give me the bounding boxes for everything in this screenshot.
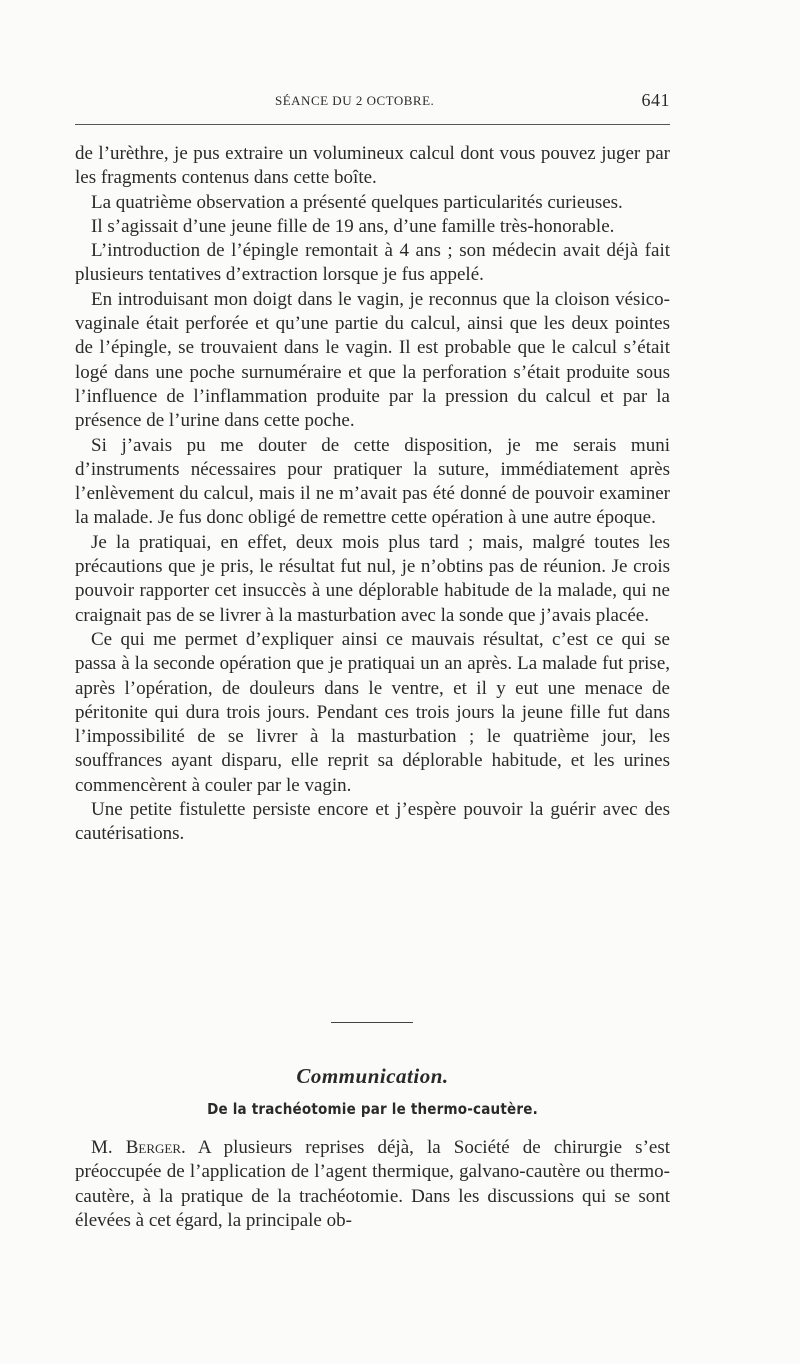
paragraph-2: La quatrième observation a présenté quelques particularités curieuses.: [91, 191, 623, 213]
running-head: [75, 90, 670, 112]
section-separator: [331, 1022, 413, 1023]
speaker-name: M. Berger.: [91, 1137, 186, 1158]
paragraph-9: Une petite fistulette persiste encore et j’espère pouvoir la guérir avec des cautérisations.: [75, 799, 670, 845]
section-subtitle: De la trachéotomie par le thermo-cautère.: [207, 1100, 538, 1118]
communication-text: [75, 1136, 670, 1233]
paragraph-10: [75, 1136, 670, 1233]
section-title: Communication.: [296, 1064, 449, 1088]
paragraph-5: En introduisant mon doigt dans le vagin, je reconnus que la cloison vésico-vaginale était perforée et qu’une partie du calcul, ainsi que les deux pointes de l’épingle, se trouvaient dans le vagin. Il est probable que le calcul s’était logé dans une poche surnuméraire et que la perforation s’était produite sous l’influence de l’inflammation produite par la pression du calcul et par la présence de l’urine dans cette poche.: [75, 288, 670, 432]
paragraph-10-text: A plusieurs reprises déjà, la Société de chirurgie s’est préoccupée de l’application de l’agent thermique, galvano-cautère ou thermo-cautère, à la pratique de la trachéotomie. Dans les discussions qui se sont élevées à cet égard, la principale ob-: [75, 1137, 670, 1231]
body-text: [75, 142, 670, 847]
running-title: SÉANCE DU 2 OCTOBRE.: [275, 93, 435, 108]
page-number: 641: [641, 90, 670, 110]
header-rule: [75, 124, 670, 125]
paragraph-1: de l’urèthre, je pus extraire un volumineux calcul dont vous pouvez juger par les fragments contenus dans cette boîte.: [75, 143, 670, 189]
paragraph-3: Il s’agissait d’une jeune fille de 19 ans, d’une famille très-honorable.: [91, 215, 615, 237]
paragraph-8: Ce qui me permet d’expliquer ainsi ce mauvais résultat, c’est ce qui se passa à la seconde opération que je pratiquai un an après. La malade fut prise, après l’opération, de douleurs dans le ventre, et il y eut une menace de péritonite qui dura trois jours. Pendant ces trois jours la jeune fille fut dans l’impossibilité de se livrer à la masturbation ; le quatrième jour, les souffrances ayant disparu, elle reprit sa déplorable habitude, et les urines commencèrent à couler par le vagin.: [75, 628, 670, 796]
paragraph-7: Je la pratiquai, en effet, deux mois plus tard ; mais, malgré toutes les précautions que je pris, le résultat fut nul, je n’obtins pas de réunion. Je crois pouvoir rapporter cet insuccès à une déplorable habitude de la malade, qui ne craignait pas de se livrer à la masturbation avec la sonde que j’avais placée.: [75, 531, 670, 626]
paragraph-6: Si j’avais pu me douter de cette disposition, je me serais muni d’instruments nécessaires pour pratiquer la suture, immédiatement après l’enlèvement du calcul, mais il ne m’avait pas été donné de pouvoir examiner la malade. Je fus donc obligé de remettre cette opération à une autre époque.: [75, 434, 670, 529]
paragraph-4: L’introduction de l’épingle remontait à 4 ans ; son médecin avait déjà fait plusieurs tentatives d’extraction lorsque je fus appelé.: [75, 240, 670, 286]
